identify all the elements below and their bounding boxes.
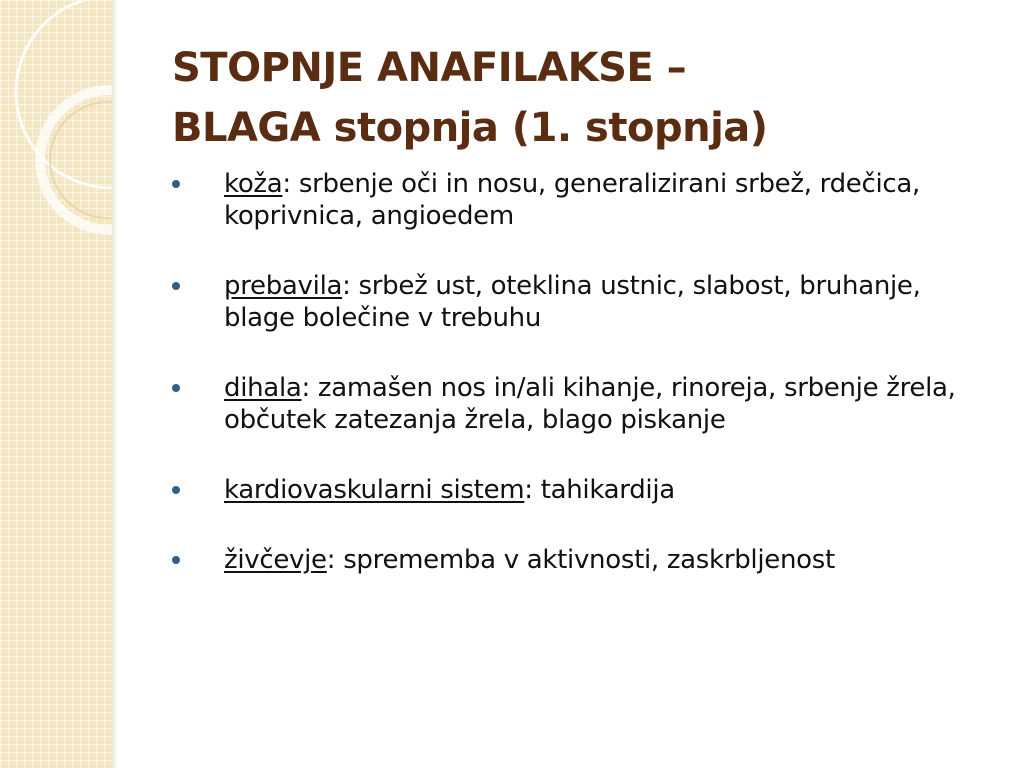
item-text: : zamašen nos in/ali kihanje, rinoreja, srbenje žrela, občutek zatezanja žrela, blago piskanje	[224, 373, 956, 435]
title-line-2-bold: BLAGA	[172, 105, 321, 151]
item-text: : srbež ust, oteklina ustnic, slabost, bruhanje, blage bolečine v trebuhu	[224, 271, 921, 333]
item-term: kardiovaskularni sistem	[224, 475, 525, 505]
item-term: prebavila	[224, 271, 343, 301]
bullet-icon	[172, 486, 180, 494]
title-line-2-rest: stopnja (1. stopnja)	[320, 105, 768, 151]
decorative-side-band	[0, 0, 112, 768]
list-item	[172, 372, 992, 436]
bullet-icon	[172, 384, 180, 392]
item-text: : sprememba v aktivnosti, zaskrbljenost	[326, 545, 835, 575]
list-item	[172, 168, 992, 232]
item-term: dihala	[224, 373, 302, 403]
item-term: koža	[224, 169, 283, 199]
symptom-list	[172, 168, 992, 614]
item-text: : srbenje oči in nosu, generalizirani srbež, rdečica, koprivnica, angioedem	[224, 169, 921, 231]
bullet-icon	[172, 556, 180, 564]
list-item	[172, 270, 992, 334]
slide-title	[172, 38, 992, 158]
item-text: : tahikardija	[524, 475, 675, 505]
bullet-icon	[172, 282, 180, 290]
bullet-icon	[172, 180, 180, 188]
decorative-rings	[0, 0, 112, 768]
title-line-1: STOPNJE ANAFILAKSE –	[172, 45, 687, 91]
list-item	[172, 544, 992, 576]
list-item	[172, 474, 992, 506]
item-term: živčevje	[224, 545, 327, 575]
side-band-edge-shadow	[112, 0, 118, 768]
